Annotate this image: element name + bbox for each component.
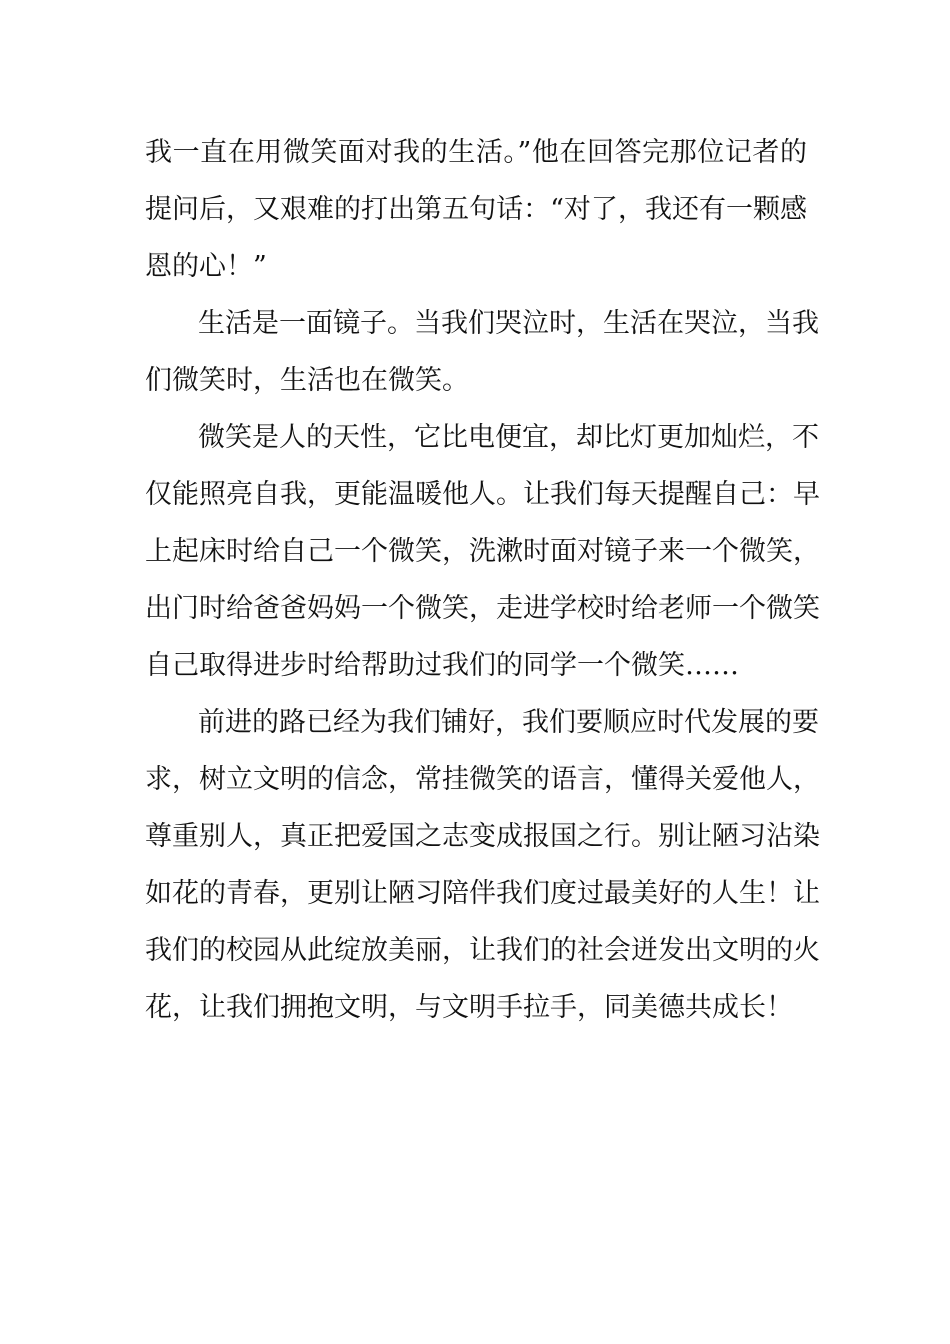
text-line: 微笑是人的天性，它比电便宜，却比灯更加灿烂，不 (198, 422, 819, 453)
text-line: 尊重别人，真正把爱国之志变成报国之行。别让陋习沾染 (145, 821, 820, 852)
text-line: 花，让我们拥抱文明，与文明手拉手，同美德共成长！ (145, 992, 793, 1023)
text-line: 如花的青春，更别让陋习陪伴我们度过最美好的人生！让 (145, 878, 820, 909)
text-line: 生活是一面镜子。当我们哭泣时，生活在哭泣，当我 (198, 308, 819, 339)
text-line: 前进的路已经为我们铺好，我们要顺应时代发展的要 (198, 707, 819, 738)
text-line: 上起床时给自己一个微笑，洗漱时面对镜子来一个微笑， (145, 536, 820, 567)
text-line: 恩的心！” (145, 251, 267, 282)
text-line: 仅能照亮自我，更能温暖他人。让我们每天提醒自己：早 (145, 479, 820, 510)
text-line: 我们的校园从此绽放美丽，让我们的社会迸发出文明的火 (145, 935, 820, 966)
text-line: 出门时给爸爸妈妈一个微笑，走进学校时给老师一个微笑 (145, 593, 820, 624)
text-line: 我一直在用微笑面对我的生活。”他在回答完那位记者的 (145, 137, 807, 168)
text-line: 自己取得进步时给帮助过我们的同学一个微笑…… (145, 650, 739, 681)
text-line: 们微笑时，生活也在微笑。 (145, 365, 469, 396)
text-line: 求，树立文明的信念，常挂微笑的语言，懂得关爱他人， (145, 764, 820, 795)
text-line: 提问后，又艰难的打出第五句话：“对了，我还有一颗感 (145, 194, 807, 225)
